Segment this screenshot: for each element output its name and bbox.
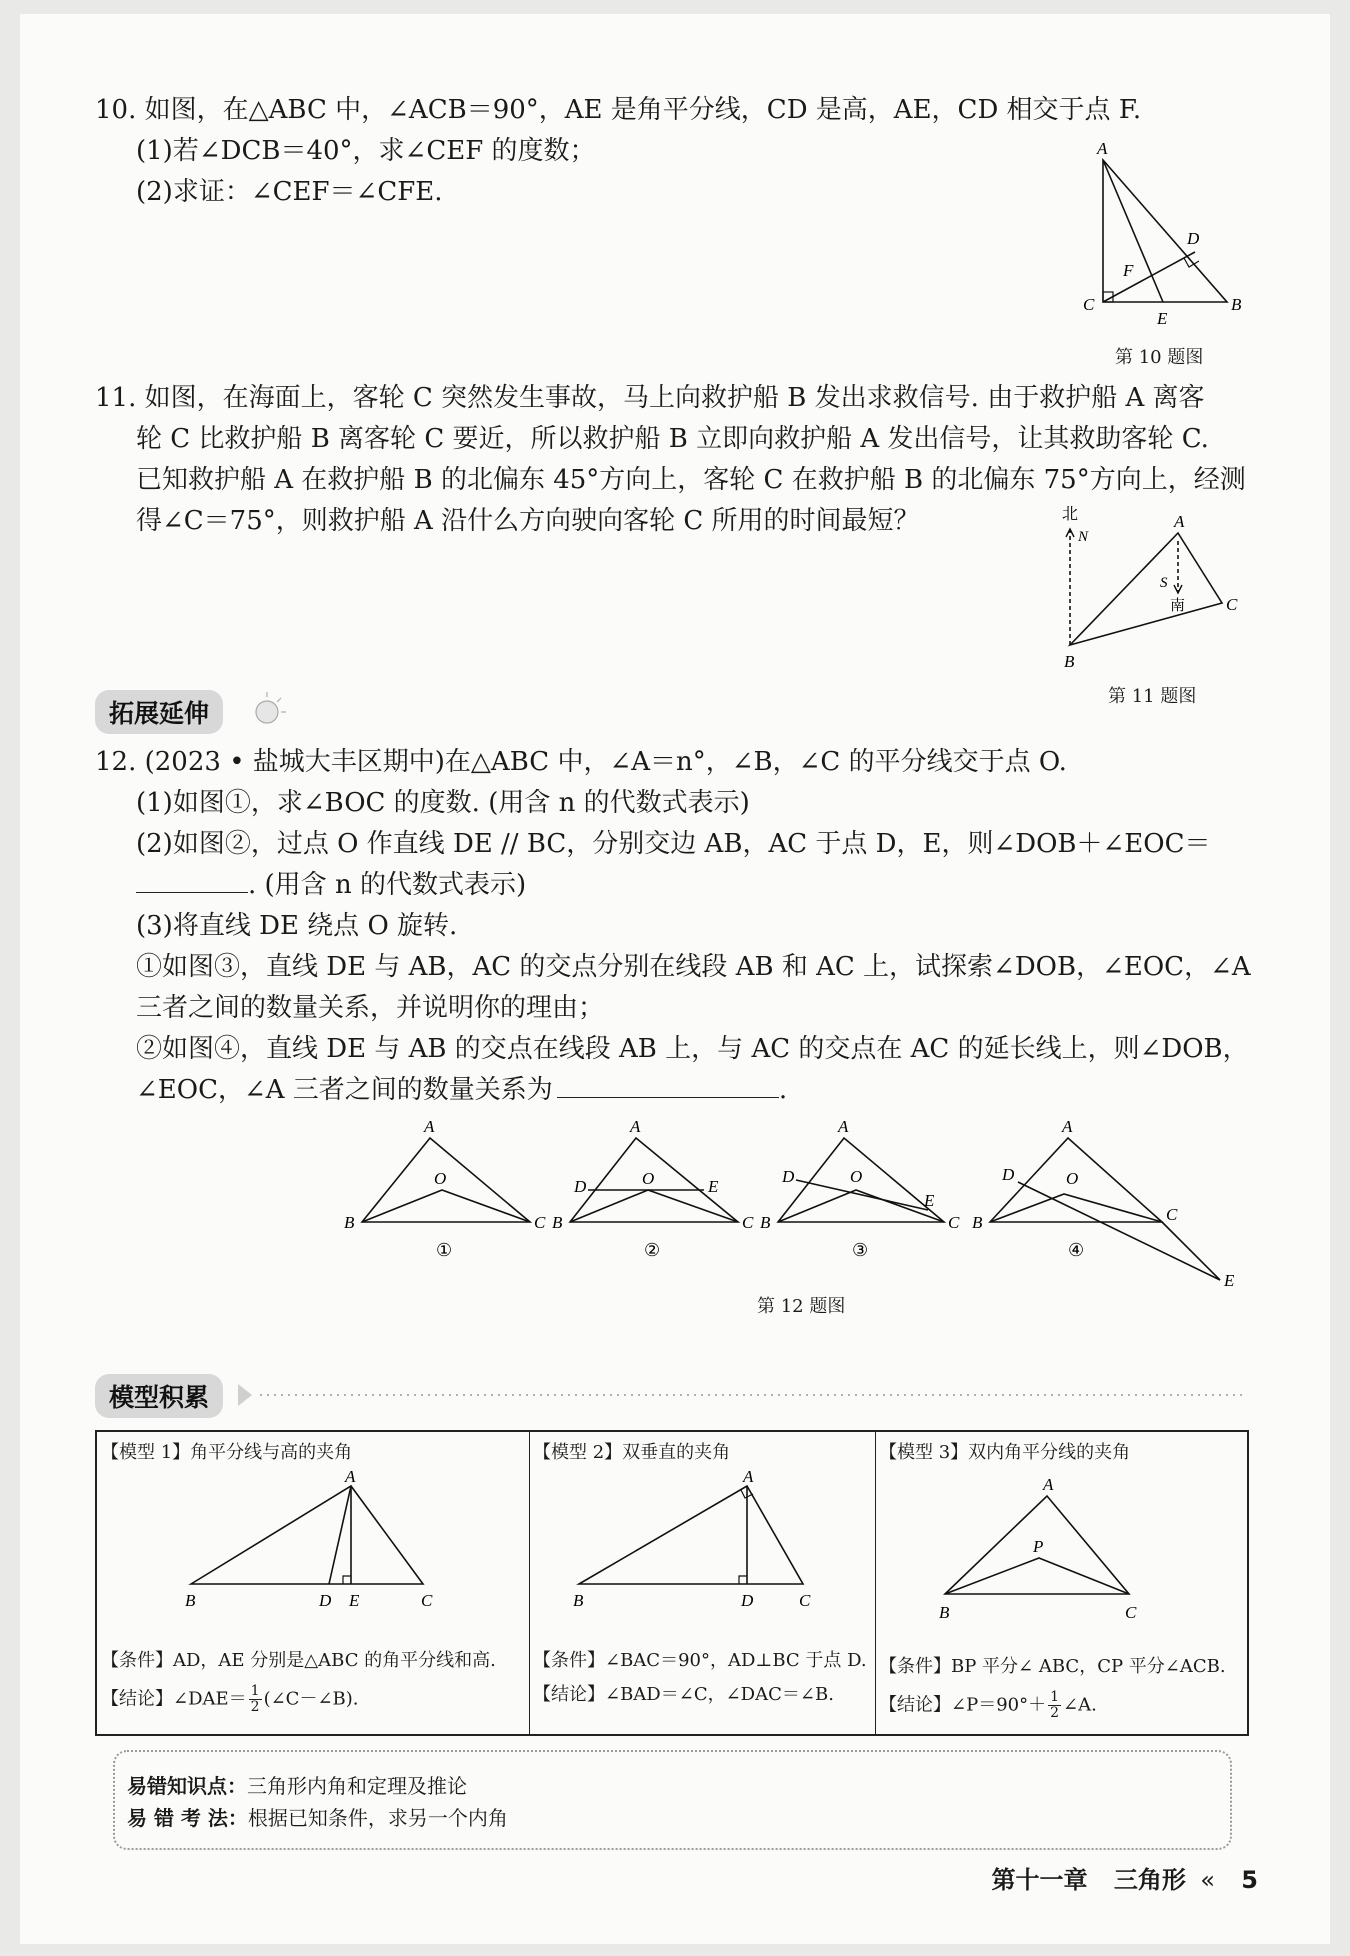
model-2-figure bbox=[559, 1467, 859, 1622]
q11-label-a: A bbox=[1174, 512, 1185, 531]
lightbulb-icon bbox=[245, 688, 289, 732]
tip-label-2: 易 错 考 法： bbox=[127, 1806, 248, 1830]
q10-label-b: B bbox=[1231, 295, 1242, 314]
q10-part1: (1)若∠DCB＝40°，求∠CEF 的度数； bbox=[136, 136, 596, 166]
footer-page-number: 5 bbox=[1241, 1866, 1258, 1894]
model-1-frac-num: 1 bbox=[250, 1683, 260, 1699]
model-2-conclusion: 【结论】∠BAD＝∠C，∠DAC＝∠B. bbox=[533, 1684, 834, 1705]
q12-part3-2c: . bbox=[778, 1075, 788, 1105]
section-model-tag: 模型积累 bbox=[95, 1374, 223, 1418]
q11-label-c: C bbox=[1226, 595, 1238, 614]
q12-part3-2b: ∠EOC，∠A 三者之间的数量关系为 bbox=[136, 1075, 553, 1105]
q12-sub-label-3: ③ bbox=[852, 1240, 869, 1260]
model-1-conclusion-post: (∠C－∠B). bbox=[263, 1688, 359, 1710]
q11-label-north: 北 bbox=[1062, 504, 1079, 523]
q12-sub-label-1: ① bbox=[436, 1240, 453, 1260]
model-2-label-a: A bbox=[743, 1467, 754, 1486]
q12-fig3-d: D bbox=[782, 1167, 795, 1186]
q11-label-s: S bbox=[1160, 575, 1168, 591]
q11-line3: 已知救护船 A 在救护船 B 的北偏东 45°方向上，客轮 C 在救护船 B 的北偏东 75°方向上，经测 bbox=[136, 465, 1246, 495]
q11-line2: 轮 C 比救护船 B 离客轮 C 要近，所以救护船 B 立即向救护船 A 发出信号，让其救助客轮 C. bbox=[136, 424, 1209, 454]
q12-part3-1a: ①如图③，直线 DE 与 AB，AC 的交点分别在线段 AB 和 AC 上，试探索∠DOB，∠EOC，∠A bbox=[136, 952, 1251, 982]
tip-text-2: 根据已知条件，求另一个内角 bbox=[247, 1806, 508, 1830]
q10-label-c: C bbox=[1083, 295, 1095, 314]
model-3-label-a: A bbox=[1043, 1475, 1054, 1494]
model-3-conclusion-pre: 【结论】∠P＝90°＋ bbox=[879, 1694, 1047, 1716]
q12-part3: (3)将直线 DE 绕点 O 旋转. bbox=[136, 911, 458, 941]
tip-row-2 bbox=[127, 1802, 508, 1831]
q11-line1: 11. 如图，在海面上，客轮 C 突然发生事故，马上向救护船 B 发出求救信号. 由于救护船 A 离客 bbox=[95, 383, 1205, 413]
model-3-label-b: B bbox=[939, 1603, 950, 1622]
q10-caption: 第 10 题图 bbox=[1115, 347, 1204, 368]
q10-label-e: E bbox=[1157, 309, 1168, 328]
q12-part2b: . (用含 n 的代数式表示) bbox=[248, 870, 527, 900]
q11-figure bbox=[1050, 505, 1250, 680]
q12-figures bbox=[344, 1117, 1250, 1298]
model-2-label-c: C bbox=[799, 1591, 811, 1610]
q12-fig4-e: E bbox=[1224, 1271, 1235, 1290]
q12-fig4-d: D bbox=[1002, 1165, 1015, 1184]
model-3-fraction bbox=[1048, 1690, 1061, 1721]
footer-chapter: 第十一章 bbox=[991, 1866, 1088, 1894]
model-2-title: 【模型 2】双垂直的夹角 bbox=[533, 1442, 731, 1463]
q12-part1: (1)如图①，求∠BOC 的度数. (用含 n 的代数式表示) bbox=[136, 788, 750, 818]
model-1-label-d: D bbox=[319, 1591, 332, 1610]
model-1-label-b: B bbox=[185, 1591, 196, 1610]
q12-fig2-e: E bbox=[708, 1177, 719, 1196]
q12-fig2-o: O bbox=[642, 1169, 655, 1188]
q11-caption: 第 11 题图 bbox=[1108, 686, 1197, 707]
q10-height-cd bbox=[1103, 252, 1195, 302]
q12-fig1-o: O bbox=[434, 1169, 447, 1188]
q12-fig4-a: A bbox=[1062, 1117, 1073, 1136]
model-1-condition: 【条件】AD，AE 分别是△ABC 的角平分线和高. bbox=[101, 1650, 496, 1671]
model-table bbox=[95, 1430, 1249, 1736]
q10-label-f: F bbox=[1123, 261, 1134, 280]
q12-sub-label-2: ② bbox=[644, 1240, 661, 1260]
q10-label-d: D bbox=[1187, 229, 1200, 248]
q12-fig2-b: B bbox=[552, 1213, 563, 1232]
model-3-conclusion bbox=[879, 1690, 1097, 1721]
q12-part2a: (2)如图②，过点 O 作直线 DE // BC，分别交边 AB，AC 于点 D，E，则∠DOB＋∠EOC＝ bbox=[136, 829, 1211, 859]
model-1-cell bbox=[97, 1432, 530, 1734]
q12-fig3-o: O bbox=[850, 1167, 863, 1186]
model-3-condition: 【条件】BP 平分∠ ABC，CP 平分∠ACB. bbox=[879, 1656, 1226, 1677]
tip-label-1: 易错知识点： bbox=[127, 1774, 247, 1798]
model-3-label-c: C bbox=[1125, 1603, 1137, 1622]
model-2-label-b: B bbox=[573, 1591, 584, 1610]
model-1-frac-den: 2 bbox=[250, 1699, 260, 1715]
q11-line4: 得∠C＝75°，则救护船 A 沿什么方向驶向客轮 C 所用的时间最短？ bbox=[136, 506, 920, 536]
q12-fig4-o: O bbox=[1066, 1169, 1079, 1188]
model-2-condition: 【条件】∠BAC＝90°，AD⊥BC 于点 D. bbox=[533, 1650, 867, 1671]
model-3-frac-num: 1 bbox=[1050, 1689, 1060, 1705]
section-model-divider bbox=[238, 1380, 1248, 1410]
model-1-label-e: E bbox=[349, 1591, 360, 1610]
model-3-title: 【模型 3】双内角平分线的夹角 bbox=[879, 1442, 1131, 1463]
q12-part3-1b: 三者之间的数量关系，并说明你的理由； bbox=[136, 993, 605, 1023]
q10-part2: (2)求证：∠CEF＝∠CFE. bbox=[136, 177, 443, 207]
page-footer bbox=[992, 1860, 1258, 1895]
q12-fig1-b: B bbox=[344, 1213, 355, 1232]
model-2-cell bbox=[529, 1432, 876, 1734]
model-1-label-c: C bbox=[421, 1591, 433, 1610]
tip-text-1: 三角形内角和定理及推论 bbox=[247, 1774, 467, 1798]
q10-triangle bbox=[1103, 160, 1227, 302]
q10-stem: 10. 如图，在△ABC 中，∠ACB＝90°，AE 是角平分线，CD 是高，AE，CD 相交于点 F. bbox=[95, 95, 1142, 125]
model-3-cell bbox=[875, 1432, 1247, 1734]
q12-fig1-a: A bbox=[424, 1117, 435, 1136]
q12-fig3-a: A bbox=[838, 1117, 849, 1136]
q12-fig4-b: B bbox=[972, 1213, 983, 1232]
q12-part3-2a: ②如图④，直线 DE 与 AB 的交点在线段 AB 上，与 AC 的交点在 AC 的延长线上，则∠DOB， bbox=[136, 1034, 1249, 1064]
q12-part3-2b-row bbox=[136, 1070, 787, 1111]
q12-part2b-row bbox=[136, 865, 526, 906]
model-1-label-a: A bbox=[345, 1467, 356, 1486]
model-1-title: 【模型 1】角平分线与高的夹角 bbox=[101, 1442, 353, 1463]
section-extend-tag: 拓展延伸 bbox=[95, 690, 223, 734]
q12-answer-blank-1[interactable] bbox=[136, 870, 248, 893]
model-1-conclusion-pre: 【结论】∠DAE＝ bbox=[101, 1688, 247, 1710]
footer-arrow-icon: « bbox=[1200, 1866, 1215, 1894]
model-1-figure bbox=[157, 1467, 457, 1622]
q12-answer-blank-2[interactable] bbox=[557, 1075, 779, 1098]
q10-figure bbox=[1075, 140, 1255, 370]
q10-label-a: A bbox=[1097, 139, 1108, 158]
q11-triangle bbox=[1070, 533, 1222, 645]
model-3-label-p: P bbox=[1033, 1537, 1044, 1556]
model-1-fraction bbox=[249, 1684, 262, 1715]
q12-stem: 12. (2023 • 盐城大丰区期中)在△ABC 中，∠A＝n°，∠B，∠C 的平分线交于点 O. bbox=[95, 747, 1067, 777]
q11-label-south: 南 bbox=[1170, 596, 1186, 614]
q12-fig2-a: A bbox=[630, 1117, 641, 1136]
q12-fig2-d: D bbox=[574, 1177, 587, 1196]
model-3-figure bbox=[925, 1476, 1205, 1636]
q12-caption: 第 12 题图 bbox=[757, 1296, 846, 1317]
model-2-label-d: D bbox=[741, 1591, 754, 1610]
q12-fig3-e: E bbox=[924, 1191, 935, 1210]
q12-fig2-c: C bbox=[742, 1213, 754, 1232]
q12-fig1-c: C bbox=[534, 1213, 546, 1232]
model-3-conclusion-post: ∠A. bbox=[1063, 1694, 1097, 1716]
q11-label-b: B bbox=[1064, 652, 1075, 671]
q12-fig4 bbox=[990, 1138, 1220, 1280]
q12-fig4-c: C bbox=[1166, 1205, 1178, 1224]
model-1-conclusion bbox=[101, 1684, 359, 1715]
q12-fig3-b: B bbox=[760, 1213, 771, 1232]
q10-bisector-ae bbox=[1103, 160, 1163, 302]
tips-box bbox=[113, 1750, 1232, 1850]
tip-row-1 bbox=[127, 1770, 467, 1799]
q12-sub-label-4: ④ bbox=[1068, 1240, 1085, 1260]
q12-fig3-c: C bbox=[948, 1213, 960, 1232]
model-3-frac-den: 2 bbox=[1050, 1705, 1060, 1721]
q11-label-n: N bbox=[1078, 529, 1089, 545]
footer-topic: 三角形 bbox=[1113, 1866, 1186, 1894]
